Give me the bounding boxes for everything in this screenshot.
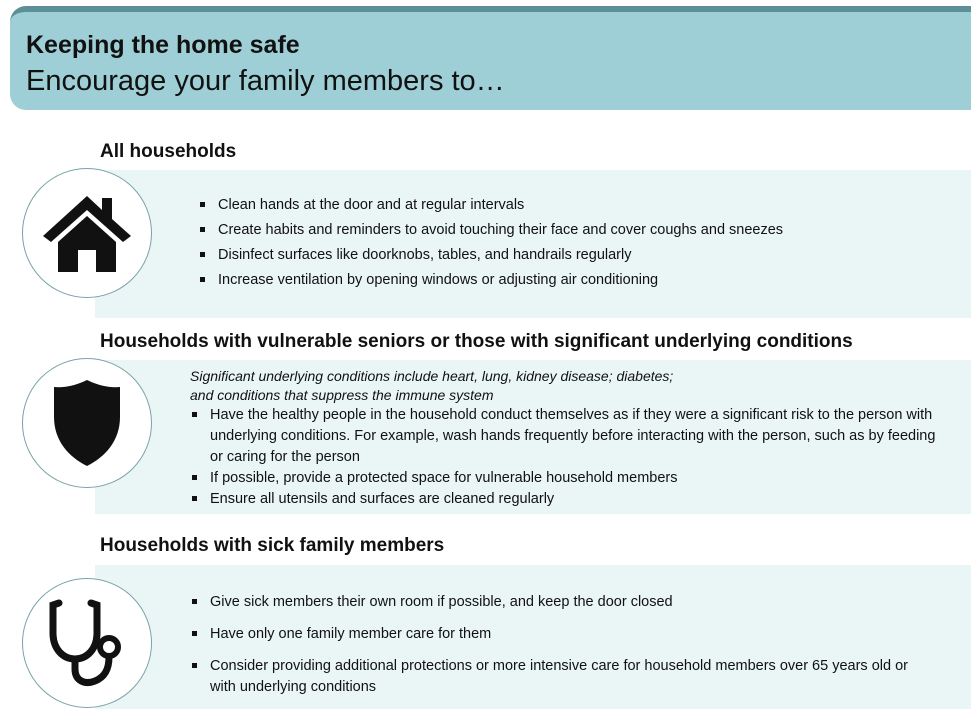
shield-icon [51,377,123,469]
stethoscope-icon [45,597,129,689]
list-item: Ensure all utensils and surfaces are cleaned regularly [190,489,950,510]
list-item: Consider providing additional protections or more intensive care for household members over 65 years old or with underlying conditions [190,656,930,698]
list-item: Clean hands at the door and at regular intervals [198,193,938,218]
list-item: Create habits and reminders to avoid touching their face and cover coughs and sneezes [198,218,938,243]
list-item: Increase ventilation by opening windows or adjusting air conditioning [198,268,938,293]
list-item: Have only one family member care for them [190,624,930,645]
section-title-sick-members: Households with sick family members [100,535,445,556]
bullet-list-vulnerable [190,405,950,510]
section-content-all-households [198,193,938,293]
section-title-all-households: All households [100,141,237,162]
section-content-vulnerable [190,367,950,510]
list-item: Disinfect surfaces like doorknobs, tables, and handrails regularly [198,243,938,268]
house-icon [41,192,133,274]
icon-circle-shield [22,358,152,488]
section-content-sick-members [190,592,930,709]
list-item: Have the healthy people in the household conduct themselves as if they were a significant risk to the person with underlying conditions. For example, wash hands frequently before interacting with the person, such as by feeding or caring for the person [190,405,950,468]
page-subtitle: Encourage your family members to… [26,65,505,97]
bullet-list-sick-members [190,592,930,698]
header-banner [10,6,971,110]
icon-circle-house [22,168,152,298]
bullet-list-all-households [198,193,938,293]
section-title-vulnerable: Households with vulnerable seniors or those with significant underlying conditions [100,331,853,352]
conditions-note-line-1: Significant underlying conditions include heart, lung, kidney disease; diabetes; [190,368,674,384]
page-title: Keeping the home safe [26,31,300,59]
list-item: If possible, provide a protected space for vulnerable household members [190,468,950,489]
conditions-note-line-2: and conditions that suppress the immune system [190,387,494,403]
list-item: Give sick members their own room if possible, and keep the door closed [190,592,930,613]
icon-circle-stethoscope [22,578,152,708]
